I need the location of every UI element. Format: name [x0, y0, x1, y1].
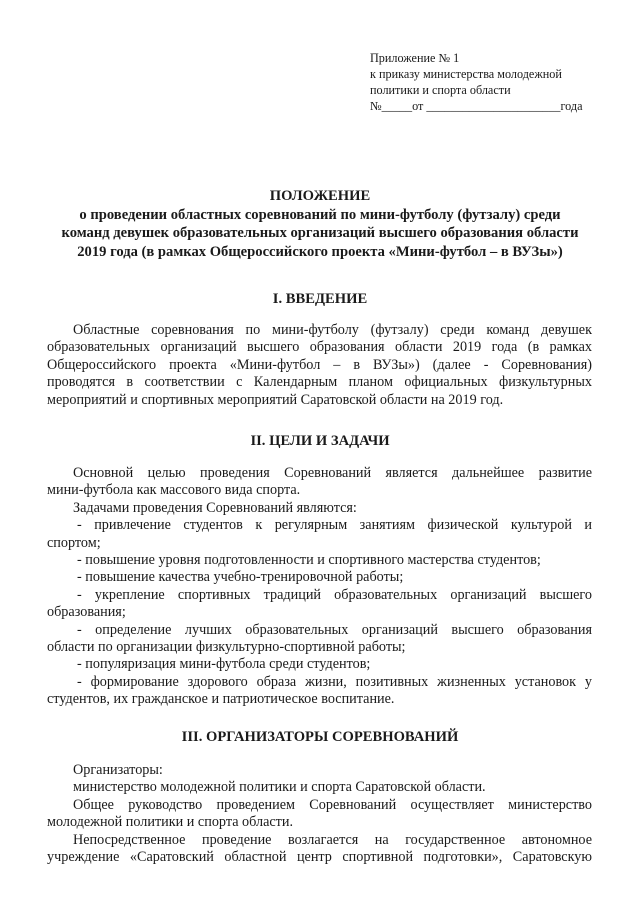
paragraph-line: образовательных организаций высшего образования области 2019 года (в рамках	[47, 339, 592, 356]
appendix-line: политики и спорта области	[370, 83, 511, 97]
paragraph-line: молодежной политики и спорта области.	[47, 814, 294, 831]
list-item-line: - привлечение студентов к регулярным занятиям физической культурой и	[77, 517, 592, 534]
paragraph-line: Общероссийского проекта «Мини-футбол – в ВУЗы») (далее - Соревнования)	[47, 356, 592, 373]
title-line: 2019 года (в рамках Общероссийского проекта «Мини-футбол – в ВУЗы»)	[77, 243, 563, 260]
paragraph-line: министерство молодежной политики и спорта Саратовской области.	[73, 779, 486, 796]
list-item-line: - формирование здорового образа жизни, позитивных жизненных установок у	[77, 673, 592, 690]
appendix-line: Приложение № 1	[370, 51, 460, 65]
appendix-line: №_____от ______________________года	[370, 99, 583, 113]
list-item-line: - повышение уровня подготовленности и спортивного мастерства студентов;	[77, 552, 541, 569]
paragraph-line: Организаторы:	[73, 762, 163, 778]
paragraph-line: проводятся в соответствии с Календарным планом официальных физкультурных	[47, 374, 592, 391]
section-heading-organizers: III. ОРГАНИЗАТОРЫ СОРЕВНОВАНИЙ	[181, 729, 459, 745]
section-body-organizers	[47, 762, 592, 866]
paragraph-line: Основной целью проведения Соревнований является дальнейшее развитие	[73, 465, 592, 481]
title-line: ПОЛОЖЕНИЕ	[269, 188, 371, 204]
paragraph-line: Областные соревнования по мини-футболу (футзалу) среди команд девушек	[73, 322, 592, 338]
appendix-line: к приказу министерства молодежной	[370, 67, 562, 81]
list-item-line: студентов, их гражданское и патриотическое воспитание.	[47, 691, 395, 708]
list-item-line: спортом;	[47, 534, 101, 551]
list-item-line: - определение лучших образовательных организаций высшего образования	[77, 621, 592, 638]
paragraph-line: мини-футбола как массового вида спорта.	[47, 482, 301, 499]
paragraph-line: Непосредственное проведение возлагается на государственное автономное	[73, 831, 592, 848]
title-line: о проведении областных соревнований по мини-футболу (футзалу) среди	[79, 206, 561, 223]
list-item-line: области по организации физкультурно-спортивной работы;	[47, 639, 406, 656]
paragraph-line: учреждение «Саратовский областной центр спортивной подготовки», Саратовскую	[47, 849, 592, 866]
paragraph-line: Задачами проведения Соревнований являются:	[73, 499, 357, 516]
section-body-goals	[47, 465, 592, 709]
section-body-introduction	[47, 322, 592, 409]
paragraph-line: Общее руководство проведением Соревнований осуществляет министерство	[73, 796, 592, 813]
list-item-line: - популяризация мини-футбола среди студентов;	[77, 656, 371, 673]
section-heading-introduction: I. ВВЕДЕНИЕ	[272, 291, 368, 307]
section-heading-goals: II. ЦЕЛИ И ЗАДАЧИ	[250, 433, 390, 449]
document-title	[30, 187, 610, 261]
list-item-line: образования;	[47, 604, 126, 621]
list-item-line: - повышение качества учебно-тренировочной работы;	[77, 569, 404, 586]
paragraph-line: мероприятий и спортивных мероприятий Саратовской области на 2019 год.	[47, 391, 504, 408]
list-item-line: - укрепление спортивных традиций образовательных организаций высшего	[77, 586, 592, 603]
title-line: команд девушек образовательных организаций высшего образования области	[61, 225, 579, 241]
appendix-note	[370, 50, 620, 114]
